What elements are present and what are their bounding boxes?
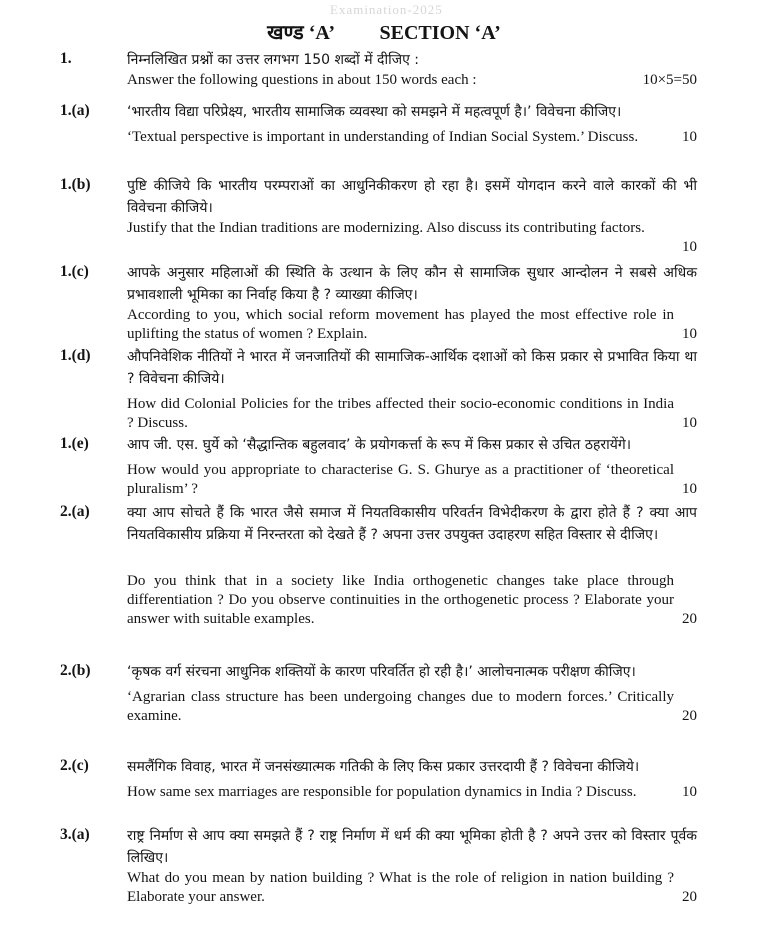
question-text-english: 10 How same sex marriages are responsible for population dynamics in India ? Discuss. — [127, 784, 697, 800]
question-text-english: 10×5=50 Answer the following questions in about 150 words each : — [127, 72, 697, 88]
question-marks: 10 — [682, 129, 697, 145]
question-text-english: 20 What do you mean by nation building ? What is the role of religion in nation building ? Elaborate your answer. — [127, 870, 697, 905]
question-number: 2.(b) — [60, 662, 91, 679]
question-number: 2.(c) — [60, 757, 89, 774]
section-title-english: SECTION ‘A’ — [379, 22, 501, 44]
question-text-hindi: क्या आप सोचते हैं कि भारत जैसे समाज में नियतविकासीय परिवर्तन विभेदीकरण के द्वारा होते हैं ? क्या आप नियतविकासीय प्रक्रिया में निरन्तरता को देखते हैं ? अपना उत्तर उपयुक्त उदाहरण सहित विस्तार से दीजिए। — [127, 505, 697, 543]
question-marks: 20 — [682, 708, 697, 724]
question-number: 1.(e) — [60, 435, 89, 452]
question-body — [127, 101, 697, 147]
question-text-hindi: समलैंगिक विवाह, भारत में जनसंख्यात्मक गतिकी के लिए किस प्रकार उत्तरदायी हैं ? विवेचना कीजिये। — [127, 759, 640, 775]
question-text-hindi: ‘कृषक वर्ग संरचना आधुनिक शक्तियों के कारण परिवर्तित हो रही है।’ आलोचनात्मक परीक्षण कीजिए। — [127, 664, 636, 680]
question-body — [127, 346, 697, 433]
question-text-english: 10 According to you, which social reform movement has played the most effective role in uplifting the status of women ? Explain. — [127, 307, 697, 342]
question-text-hindi: निम्नलिखित प्रश्नों का उत्तर लगभग 150 शब्दों में दीजिए : — [127, 52, 420, 68]
question-text-hindi: ‘भारतीय विद्या परिप्रेक्ष्य, भारतीय सामाजिक व्यवस्था को समझने में महत्वपूर्ण है।’ विवेचना कीजिए। — [127, 104, 622, 120]
question-number: 2.(a) — [60, 503, 90, 520]
question-body — [127, 175, 697, 257]
question-marks: 10 — [682, 481, 697, 497]
question-text-english: 20 ‘Agrarian class structure has been undergoing changes due to modern forces.’ Critically examine. — [127, 689, 697, 724]
question-body — [127, 49, 697, 90]
watermark: Examination-2025 — [330, 2, 443, 17]
question-body — [127, 434, 697, 499]
section-header — [0, 18, 768, 45]
question-marks: 10 — [682, 784, 697, 800]
question-marks: 20 — [682, 611, 697, 627]
question-body — [127, 756, 697, 802]
question-text-hindi: आप जी. एस. घुर्ये को ‘सैद्धान्तिक बहुलवाद’ के प्रयोगकर्त्ता के रूप में किस प्रकार से उचित ठहरायेंगे। — [127, 437, 632, 453]
question-text-english: 10 How would you appropriate to characterise G. S. Ghurye as a practitioner of ‘theoretical pluralism’ ? — [127, 462, 697, 497]
question-text-english: Justify that the Indian traditions are modernizing. Also discuss its contributing factors. — [127, 220, 645, 236]
question-text-english: 10 ‘Textual perspective is important in understanding of Indian Social System.’ Discuss. — [127, 129, 697, 145]
question-marks: 10 — [682, 415, 697, 431]
question-number: 1.(b) — [60, 176, 91, 193]
question-text-english: 10 How did Colonial Policies for the tribes affected their socio-economic conditions in India ? Discuss. — [127, 396, 697, 431]
question-text-hindi: पुष्टि कीजिये कि भारतीय परम्पराओं का आधुनिकीकरण हो रहा है। इसमें योगदान करने वाले कारकों की भी विवेचना कीजिये। — [127, 178, 697, 216]
question-text-hindi: औपनिवेशिक नीतियों ने भारत में जनजातियों की सामाजिक-आर्थिक दशाओं को किस प्रकार से प्रभावित किया था ? विवेचना कीजिये। — [127, 349, 697, 387]
question-text-hindi: आपके अनुसार महिलाओं की स्थिति के उत्थान के लिए कौन से सामाजिक सुधार आन्दोलन ने सबसे अधिक प्रभावशाली भूमिका का निर्वाह किया है ? व्याख्या कीजिए। — [127, 265, 697, 303]
question-number: 1.(a) — [60, 102, 90, 119]
question-marks: 10×5=50 — [642, 72, 697, 88]
question-body — [127, 262, 697, 344]
question-marks: 20 — [682, 889, 697, 905]
question-number: 3.(a) — [60, 826, 90, 843]
question-body — [127, 825, 697, 907]
question-number: 1.(d) — [60, 347, 91, 364]
question-number: 1.(c) — [60, 263, 89, 280]
section-title-hindi: खण्ड ‘A’ — [267, 22, 334, 44]
question-marks: 10 — [682, 239, 697, 255]
question-body — [127, 661, 697, 726]
question-number: 1. — [60, 50, 72, 67]
question-text-english: 20 Do you think that in a society like India orthogenetic changes take place through differentiation ? Do you observe continuities in the orthogenetic process ? Elaborate your answer with suitable examples. — [127, 573, 697, 627]
question-marks: 10 — [682, 326, 697, 342]
question-body — [127, 502, 697, 629]
question-text-hindi: राष्ट्र निर्माण से आप क्या समझते हैं ? राष्ट्र निर्माण में धर्म की क्या भूमिका होती है ? अपने उत्तर को विस्तार पूर्वक लिखिए। — [127, 828, 697, 866]
